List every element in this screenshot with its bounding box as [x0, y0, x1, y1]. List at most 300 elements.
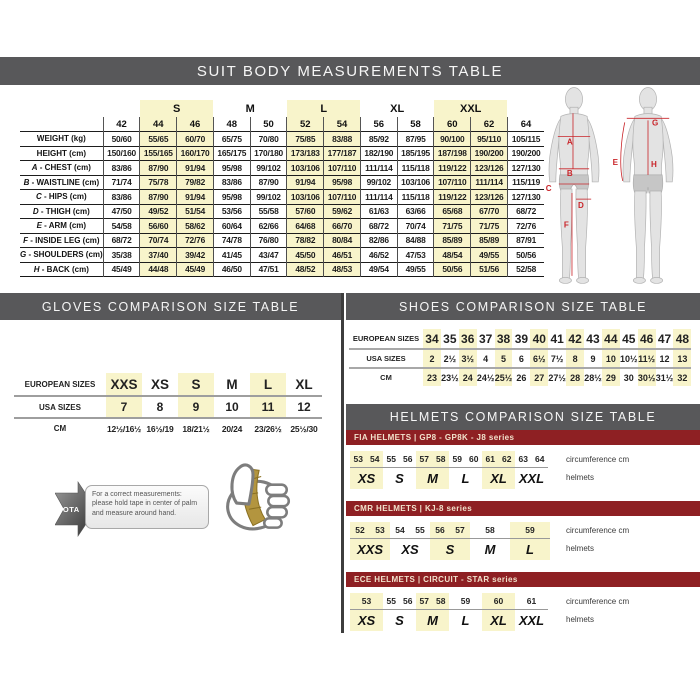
suit-value-cell: 60/70 — [177, 132, 214, 147]
suit-value-cell: 64/68 — [287, 219, 324, 234]
measure-letter-E: E — [612, 157, 619, 167]
suit-value-cell: 54/58 — [103, 219, 140, 234]
size-value-cell: 24 — [459, 368, 477, 386]
helmet-tables — [346, 430, 700, 643]
size-value-cell: 36 — [459, 329, 477, 349]
suit-value-cell: 51/54 — [177, 204, 214, 219]
size-value-cell: S — [178, 373, 214, 396]
helmet-series-bar — [346, 572, 700, 587]
size-table-row — [14, 418, 322, 438]
size-value-cell: 4 — [477, 349, 495, 368]
suit-value-cell: 85/92 — [360, 132, 397, 147]
suit-value-cell: 55/58 — [250, 204, 287, 219]
helmet-size-group — [390, 522, 430, 560]
nota-text-box — [85, 485, 209, 529]
circumference-value: 57 — [419, 454, 429, 464]
size-value-cell: 27½ — [548, 372, 566, 383]
measure-letter-A: A — [566, 137, 573, 147]
suit-value-cell: 48/53 — [324, 262, 361, 277]
gloves-section-header — [0, 293, 341, 320]
suit-row-label: E - ARM (cm) — [20, 219, 103, 234]
size-value-cell: M — [214, 373, 250, 396]
suit-value-cell: 185/195 — [397, 146, 434, 161]
size-table-row — [349, 329, 691, 349]
suit-value-cell: 95/98 — [213, 190, 250, 205]
size-value-cell: 32 — [673, 368, 691, 386]
helmet-circumference-values — [390, 522, 430, 539]
circumference-value: 55 — [415, 525, 425, 535]
size-value-cell: 2 — [423, 349, 441, 368]
suit-value-cell: 107/110 — [324, 190, 361, 205]
helmet-size-value: L — [461, 613, 470, 628]
suit-value-cell: 119/122 — [434, 190, 471, 205]
suit-value-cell: 91/94 — [177, 161, 214, 176]
helmet-circumference-values — [470, 522, 510, 539]
suit-value-cell: 177/187 — [324, 146, 361, 161]
size-value-cell: 39 — [512, 329, 530, 349]
helmet-size-value: XS — [357, 613, 376, 628]
suit-value-cell: 50/56 — [507, 248, 544, 263]
suit-value-cell: 123/126 — [471, 190, 508, 205]
suit-value-cell: 83/88 — [324, 132, 361, 147]
mannequin-back-figure — [607, 86, 689, 288]
suit-row-label: HEIGHT (cm) — [20, 146, 103, 161]
suit-value-cell: 48/52 — [287, 262, 324, 277]
suit-value-cell: 103/106 — [287, 161, 324, 176]
suit-value-cell: 105/115 — [507, 132, 544, 147]
size-value-cell: 6½ — [530, 349, 548, 368]
size-value-cell: 46 — [638, 329, 656, 349]
helmet-series-bar — [346, 430, 700, 445]
suit-value-cell: 49/54 — [360, 262, 397, 277]
size-group-S: S — [140, 100, 214, 117]
suit-row-label: D - THIGH (cm) — [20, 204, 103, 219]
helmet-size-value: M — [427, 471, 438, 486]
suit-value-cell: 85/89 — [434, 233, 471, 248]
suit-value-cell: 78/82 — [287, 233, 324, 248]
size-group-M: M — [245, 102, 255, 115]
suit-value-cell: 41/45 — [213, 248, 250, 263]
suit-value-cell: 43/47 — [250, 248, 287, 263]
size-value-cell: 18/21½ — [182, 423, 210, 434]
helmet-size-value: L — [526, 542, 534, 557]
helmet-series-label: ECE HELMETS | CIRCUIT - STAR series — [354, 575, 518, 584]
size-value-cell: 12 — [656, 349, 674, 368]
suit-value-cell: 119/122 — [434, 161, 471, 176]
thumbs-up-hand-icon — [207, 454, 299, 546]
suit-value-cell: 127/130 — [507, 161, 544, 176]
suit-value-cell: 51/56 — [471, 262, 508, 277]
circumference-value: 63 — [518, 454, 528, 464]
helmet-row-labels — [566, 593, 629, 630]
suit-column-header: 48 — [213, 117, 250, 132]
helmet-circumference-values — [449, 451, 482, 468]
size-value-cell: 30 — [623, 372, 634, 383]
helmets-row-label: helmets — [566, 473, 595, 482]
suit-value-cell: 87/90 — [250, 175, 287, 190]
size-value-cell: 10 — [602, 349, 620, 368]
helmet-groups — [350, 522, 700, 560]
circumference-value: 54 — [395, 525, 405, 535]
size-value-cell: 9 — [178, 396, 214, 418]
size-value-cell: 28½ — [584, 372, 602, 383]
helmet-size-value: L — [461, 471, 470, 486]
size-row-label: CM — [53, 424, 67, 433]
measure-letter-F: F — [563, 220, 569, 230]
helmet-size-table — [346, 445, 700, 488]
suit-table-corner — [20, 100, 103, 117]
suit-value-cell: 72/76 — [177, 233, 214, 248]
circumference-value: 56 — [403, 454, 413, 464]
helmet-groups — [350, 451, 700, 489]
suit-column-header: 60 — [434, 117, 471, 132]
suit-table-row — [20, 233, 544, 248]
suit-value-cell: 170/180 — [250, 146, 287, 161]
suit-value-cell: 160/170 — [177, 146, 214, 161]
suit-value-cell: 47/51 — [250, 262, 287, 277]
helmet-size-value: XL — [490, 613, 507, 628]
suit-value-cell: 49/55 — [471, 248, 508, 263]
measure-letter-D: D — [578, 201, 584, 211]
size-value-cell: 44 — [602, 329, 620, 349]
size-row-label: EUROPEAN SIZES — [349, 329, 423, 349]
suit-value-cell: 70/80 — [250, 132, 287, 147]
suit-value-cell: 48/54 — [434, 248, 471, 263]
size-row-label: EUROPEAN SIZES — [14, 373, 106, 396]
suit-table-row — [20, 161, 544, 176]
circumference-value: 56 — [435, 525, 445, 535]
section-divider — [341, 293, 344, 633]
suit-table-row — [20, 146, 544, 161]
size-row-label: CM — [380, 373, 392, 382]
suit-table-row — [20, 262, 544, 277]
helmet-circumference-values — [515, 451, 548, 468]
suit-value-cell: 53/56 — [213, 204, 250, 219]
suit-value-cell: 115/118 — [397, 190, 434, 205]
suit-column-header: 44 — [140, 117, 177, 132]
suit-value-cell: 187/198 — [434, 146, 471, 161]
size-value-cell: 13 — [673, 349, 691, 368]
helmet-size-group — [482, 593, 515, 631]
helmet-size-group — [416, 451, 449, 489]
circumference-row-label: circumference cm — [566, 525, 630, 535]
size-value-cell: 42 — [566, 329, 584, 349]
suit-table-row — [20, 175, 544, 190]
helmet-circumference-values — [482, 451, 515, 468]
suit-value-cell: 127/130 — [507, 190, 544, 205]
suit-value-cell: 76/80 — [250, 233, 287, 248]
helmet-row-labels — [566, 451, 629, 488]
size-value-cell: 37 — [477, 329, 495, 349]
suit-value-cell: 74/78 — [213, 233, 250, 248]
suit-value-cell: 63/66 — [397, 204, 434, 219]
suit-value-cell: 49/52 — [140, 204, 177, 219]
suit-column-header: 64 — [507, 117, 544, 132]
size-value-cell: 23½ — [441, 372, 459, 383]
suit-value-cell: 79/82 — [177, 175, 214, 190]
helmet-size-group — [470, 522, 510, 560]
size-value-cell: 12½/16½ — [106, 423, 142, 434]
size-value-cell: 3½ — [459, 349, 477, 368]
suit-value-cell: 95/110 — [471, 132, 508, 147]
suit-value-cell: 56/60 — [140, 219, 177, 234]
suit-value-cell: 72/76 — [507, 219, 544, 234]
size-value-cell: 8 — [142, 396, 178, 418]
shoes-section-header — [346, 293, 700, 320]
suit-row-label: B - WAISTLINE (cm) — [20, 175, 103, 190]
size-group-L: L — [287, 100, 361, 117]
suit-value-cell: 52/58 — [507, 262, 544, 277]
size-table-row — [349, 349, 691, 368]
helmet-size-value: S — [395, 613, 404, 628]
helmet-series-bar — [346, 501, 700, 516]
size-value-cell: 6 — [512, 349, 530, 368]
circumference-value: 53 — [375, 525, 385, 535]
suit-value-cell: 45/49 — [103, 262, 140, 277]
size-value-cell: 25½ — [495, 368, 513, 386]
helmet-circumference-values — [350, 451, 383, 468]
suit-column-header: 42 — [103, 117, 140, 132]
suit-value-cell: 190/200 — [471, 146, 508, 161]
suit-value-cell: 47/53 — [397, 248, 434, 263]
circumference-value: 62 — [502, 454, 512, 464]
size-value-cell: 8 — [566, 349, 584, 368]
circumference-value: 60 — [469, 454, 479, 464]
helmet-size-group — [350, 593, 383, 631]
suit-section-header — [0, 57, 700, 85]
suit-value-cell: 182/190 — [360, 146, 397, 161]
suit-table-row — [20, 204, 544, 219]
circumference-value: 57 — [455, 525, 465, 535]
suit-value-cell: 99/102 — [250, 190, 287, 205]
suit-value-cell: 45/49 — [177, 262, 214, 277]
suit-value-cell: 75/78 — [140, 175, 177, 190]
suit-value-cell: 83/86 — [103, 190, 140, 205]
circumference-value: 55 — [386, 596, 396, 606]
size-value-cell: 16½/19 — [146, 423, 174, 434]
measure-letter-G: G — [652, 118, 659, 128]
suit-value-cell: 190/200 — [507, 146, 544, 161]
size-value-cell: 20/24 — [221, 423, 243, 434]
size-value-cell: 29 — [602, 368, 620, 386]
size-value-cell: 35 — [441, 329, 459, 349]
size-value-cell: 7 — [106, 396, 142, 418]
suit-value-cell: 95/98 — [324, 175, 361, 190]
measure-letter-C: C — [545, 184, 552, 194]
suit-value-cell: 111/114 — [360, 190, 397, 205]
suit-column-header: 58 — [397, 117, 434, 132]
helmet-size-group — [350, 522, 390, 560]
suit-row-label: WEIGHT (kg) — [20, 132, 103, 147]
helmet-circumference-values — [350, 593, 383, 610]
size-value-cell: 5 — [495, 349, 513, 368]
size-table-row — [14, 373, 322, 396]
size-value-cell: 11½ — [638, 349, 656, 368]
helmet-size-group — [449, 593, 482, 631]
suit-value-cell: 61/63 — [360, 204, 397, 219]
helmet-circumference-values — [383, 451, 416, 468]
suit-table-row — [20, 248, 544, 263]
size-value-cell: 38 — [495, 329, 513, 349]
helmet-size-group — [430, 522, 470, 560]
suit-value-cell: 68/72 — [507, 204, 544, 219]
circumference-value: 57 — [419, 596, 429, 606]
suit-value-cell: 62/66 — [250, 219, 287, 234]
mannequin-front-figure — [533, 86, 615, 288]
size-value-cell: 26 — [516, 372, 527, 383]
suit-value-cell: 87/90 — [140, 161, 177, 176]
helmet-size-value: XXL — [518, 613, 545, 628]
suit-value-cell: 68/72 — [360, 219, 397, 234]
helmets-section-header — [346, 404, 700, 430]
suit-value-cell: 68/72 — [103, 233, 140, 248]
suit-table-corner — [20, 117, 103, 132]
suit-value-cell: 45/50 — [287, 248, 324, 263]
suit-row-label: A - CHEST (cm) — [20, 161, 103, 176]
size-value-cell: XL — [286, 373, 322, 396]
suit-body-measurements-table — [20, 100, 544, 277]
suit-row-label: H - BACK (cm) — [20, 262, 103, 277]
suit-value-cell: 70/74 — [140, 233, 177, 248]
suit-value-cell: 39/42 — [177, 248, 214, 263]
suit-value-cell: 57/60 — [287, 204, 324, 219]
suit-value-cell: 46/52 — [360, 248, 397, 263]
size-value-cell: XS — [142, 373, 178, 396]
helmet-circumference-values — [482, 593, 515, 610]
suit-value-cell: 46/51 — [324, 248, 361, 263]
suit-value-cell: 50/60 — [103, 132, 140, 147]
suit-value-cell: 83/86 — [213, 175, 250, 190]
suit-table-row — [20, 219, 544, 234]
circumference-value: 64 — [535, 454, 545, 464]
helmet-size-group — [383, 593, 416, 631]
suit-row-label: C - HIPS (cm) — [20, 190, 103, 205]
suit-value-cell: 60/64 — [213, 219, 250, 234]
suit-value-cell: 95/98 — [213, 161, 250, 176]
size-value-cell: 45 — [620, 329, 638, 349]
suit-value-cell: 91/94 — [287, 175, 324, 190]
suit-value-cell: 111/114 — [360, 161, 397, 176]
helmet-size-table — [346, 587, 700, 630]
size-value-cell: 40 — [530, 329, 548, 349]
suit-table-row — [20, 132, 544, 147]
suit-section-title: SUIT BODY MEASUREMENTS TABLE — [196, 62, 504, 80]
suit-column-header: 56 — [360, 117, 397, 132]
size-value-cell: 7½ — [548, 349, 566, 368]
size-group-XL: XL — [390, 102, 405, 115]
size-value-cell: 41 — [548, 329, 566, 349]
helmet-size-group — [449, 451, 482, 489]
suit-value-cell: 47/50 — [103, 204, 140, 219]
suit-value-cell: 80/84 — [324, 233, 361, 248]
helmet-groups — [350, 593, 700, 631]
size-value-cell: 10 — [214, 396, 250, 418]
suit-value-cell: 103/106 — [397, 175, 434, 190]
suit-value-cell: 87/90 — [140, 190, 177, 205]
circumference-value: 56 — [403, 596, 413, 606]
helmet-size-table — [346, 516, 700, 559]
suit-row-label: G - SHOULDERS (cm) — [20, 248, 103, 263]
helmet-series-label: CMR HELMETS | KJ-8 series — [354, 504, 473, 513]
measure-letter-B: B — [566, 168, 573, 178]
helmet-size-value: XXL — [518, 471, 545, 486]
helmet-row-labels — [566, 522, 629, 559]
suit-column-header: 54 — [324, 117, 361, 132]
nota-text: For a correct measurements: please hold tape in center of palm and measure around hand. — [92, 491, 198, 517]
helmet-series-label: FIA HELMETS | GP8 - GP8K - J8 series — [354, 433, 515, 442]
suit-value-cell: 55/65 — [140, 132, 177, 147]
helmet-circumference-values — [510, 522, 550, 539]
helmets-row-label: helmets — [566, 615, 595, 624]
size-value-cell: 34 — [423, 329, 441, 349]
suit-column-header: 50 — [250, 117, 287, 132]
size-value-cell: 12 — [286, 396, 322, 418]
size-value-cell: 23 — [423, 368, 441, 386]
circumference-value: 58 — [485, 525, 495, 535]
suit-value-cell: 65/75 — [213, 132, 250, 147]
size-value-cell: 25½/30 — [290, 423, 318, 434]
size-value-cell: 11 — [250, 396, 286, 418]
size-value-cell: 2½ — [441, 349, 459, 368]
circumference-value: 61 — [526, 596, 537, 606]
helmet-size-group — [515, 593, 548, 631]
circumference-value: 58 — [436, 454, 446, 464]
size-value-cell: 31½ — [655, 372, 674, 383]
size-table-row — [349, 368, 691, 386]
size-group-XXL: XXL — [434, 100, 508, 117]
size-value-cell: 43 — [584, 329, 602, 349]
suit-value-cell: 85/89 — [471, 233, 508, 248]
circumference-value: 60 — [493, 596, 504, 606]
size-value-cell: 30½ — [638, 368, 656, 386]
helmet-size-group — [350, 451, 383, 489]
suit-column-header: 52 — [287, 117, 324, 132]
size-table-row — [14, 396, 322, 418]
helmet-size-value: XS — [357, 471, 376, 486]
suit-column-header: 46 — [177, 117, 214, 132]
helmet-size-value: XS — [401, 542, 419, 557]
suit-value-cell: 107/110 — [434, 175, 471, 190]
suit-value-cell: 150/160 — [103, 146, 140, 161]
circumference-row-label: circumference cm — [566, 596, 630, 606]
suit-value-cell: 65/68 — [434, 204, 471, 219]
gloves-comparison-table — [14, 373, 322, 438]
circumference-row-label: circumference cm — [566, 454, 630, 464]
gloves-section-title: GLOVES COMPARISON SIZE TABLE — [41, 299, 300, 314]
helmet-circumference-values — [416, 593, 449, 610]
suit-value-cell: 84/88 — [397, 233, 434, 248]
circumference-value: 55 — [386, 454, 396, 464]
circumference-value: 52 — [355, 525, 365, 535]
suit-value-cell: 50/56 — [434, 262, 471, 277]
helmet-size-value: S — [445, 542, 455, 557]
helmet-circumference-values — [350, 522, 390, 539]
suit-value-cell: 123/126 — [471, 161, 508, 176]
circumference-value: 59 — [525, 525, 535, 535]
suit-value-cell: 99/102 — [250, 161, 287, 176]
suit-value-cell: 87/91 — [507, 233, 544, 248]
suit-value-cell: 155/165 — [140, 146, 177, 161]
helmet-size-value: S — [395, 471, 404, 486]
suit-value-cell: 71/74 — [103, 175, 140, 190]
shoes-comparison-table — [349, 329, 691, 386]
nota-block — [55, 468, 305, 568]
helmet-circumference-values — [383, 593, 416, 610]
suit-value-cell: 67/70 — [471, 204, 508, 219]
size-value-cell: 10½ — [620, 349, 638, 368]
suit-value-cell: 87/95 — [397, 132, 434, 147]
suit-table-row — [20, 190, 544, 205]
